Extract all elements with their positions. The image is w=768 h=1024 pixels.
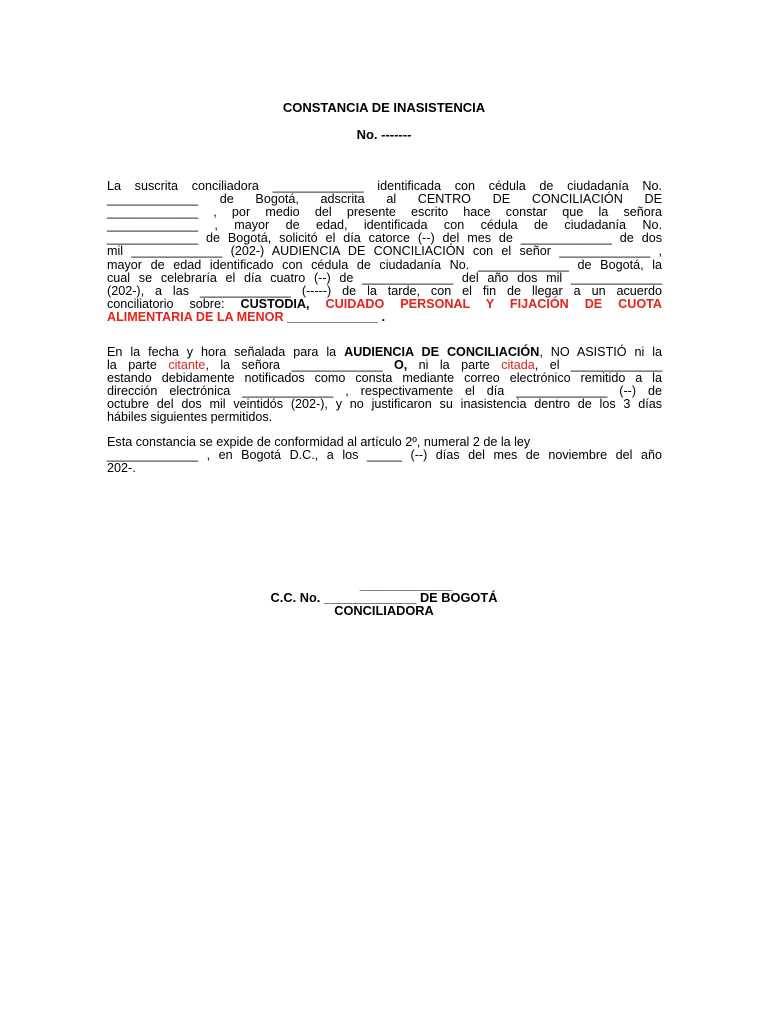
text-line: _____________ , mayor de edad, identificada con cédula de ciudadanía No. (107, 218, 662, 233)
text-segment: O, (393, 358, 408, 373)
text-line: cual se celebraría el día cuatro (--) de _____________ del año dos mil _____________ (107, 270, 662, 285)
subject-highlight: ALIMENTARIA DE LA MENOR (107, 309, 284, 324)
signature-id: C.C. No. _____________ DE BOGOTÁ (270, 590, 498, 605)
document-number: No. ------- (356, 127, 412, 142)
paragraph-intro (107, 180, 662, 324)
text-line: estando debidamente notificados como consta mediante correo electrónico remitido a la (107, 371, 662, 386)
text-line: _____________ , en Bogotá D.C., a los _____ (--) días del mes de noviembre del año (107, 448, 662, 463)
text-line: hábiles siguientes permitidos. (107, 410, 273, 425)
text-line: mayor de edad identificado con cédula de ciudadanía No. _____________ de Bogotá, la (107, 257, 662, 272)
text-line: octubre del dos mil veintidós (202-), y no justificaron su inasistencia dentro de los 3 días (107, 397, 662, 412)
text-line: mil _____________ (202-) AUDIENCIA DE CONCILIACIÓN con el señor _____________ , (107, 244, 662, 259)
text-segment: ni la parte (407, 358, 502, 373)
text-line: 202-. (107, 461, 136, 476)
text-segment: conciliatorio sobre: (107, 296, 241, 311)
text-line: dirección electrónica _____________ , respectivamente el día _____________ (--) de (107, 384, 662, 399)
text-line: _____________ , por medio del presente escrito hace constar que la señora (107, 205, 662, 220)
text-segment: , NO ASISTIÓ ni la (539, 345, 663, 359)
text-line: (202-), a las _____________ (-----) de la tarde, con el fin de llegar a un acuerdo (107, 283, 662, 298)
document-title: CONSTANCIA DE INASISTENCIA (282, 100, 486, 115)
text-segment: _____________ . (283, 309, 386, 324)
text-segment: En la fecha y hora señalada para la (107, 345, 345, 359)
text-segment: la parte (107, 358, 169, 373)
text-line (107, 311, 662, 324)
text-segment: , el _____________ (534, 358, 662, 373)
party-citante: citante (168, 358, 206, 373)
text-line: _____________ de Bogotá, adscrita al CENTRO DE CONCILIACIÓN DE (107, 192, 662, 207)
text-line: La suscrita conciliadora _____________ identificada con cédula de ciudadanía No. (107, 179, 662, 193)
signature-role: CONCILIADORA (334, 603, 434, 618)
paragraph-issuance (107, 436, 662, 475)
text-line: _____________ de Bogotá, solicitó el día catorce (--) del mes de _____________ de dos (107, 231, 662, 246)
subject-highlight: CUIDADO PERSONAL Y FIJACIÓN DE CUOTA (309, 296, 663, 311)
custody-label: CUSTODIA, (240, 296, 310, 311)
paragraph-nonattendance (107, 346, 662, 425)
signature-line: _____________ (359, 577, 453, 592)
hearing-label: AUDIENCIA DE CONCILIACIÓN (344, 345, 540, 359)
text-segment: , la señora _____________ (205, 358, 394, 373)
text-line: Esta constancia se expide de conformidad al artículo 2º, numeral 2 de la ley (107, 435, 531, 449)
party-citada: citada (501, 358, 535, 373)
